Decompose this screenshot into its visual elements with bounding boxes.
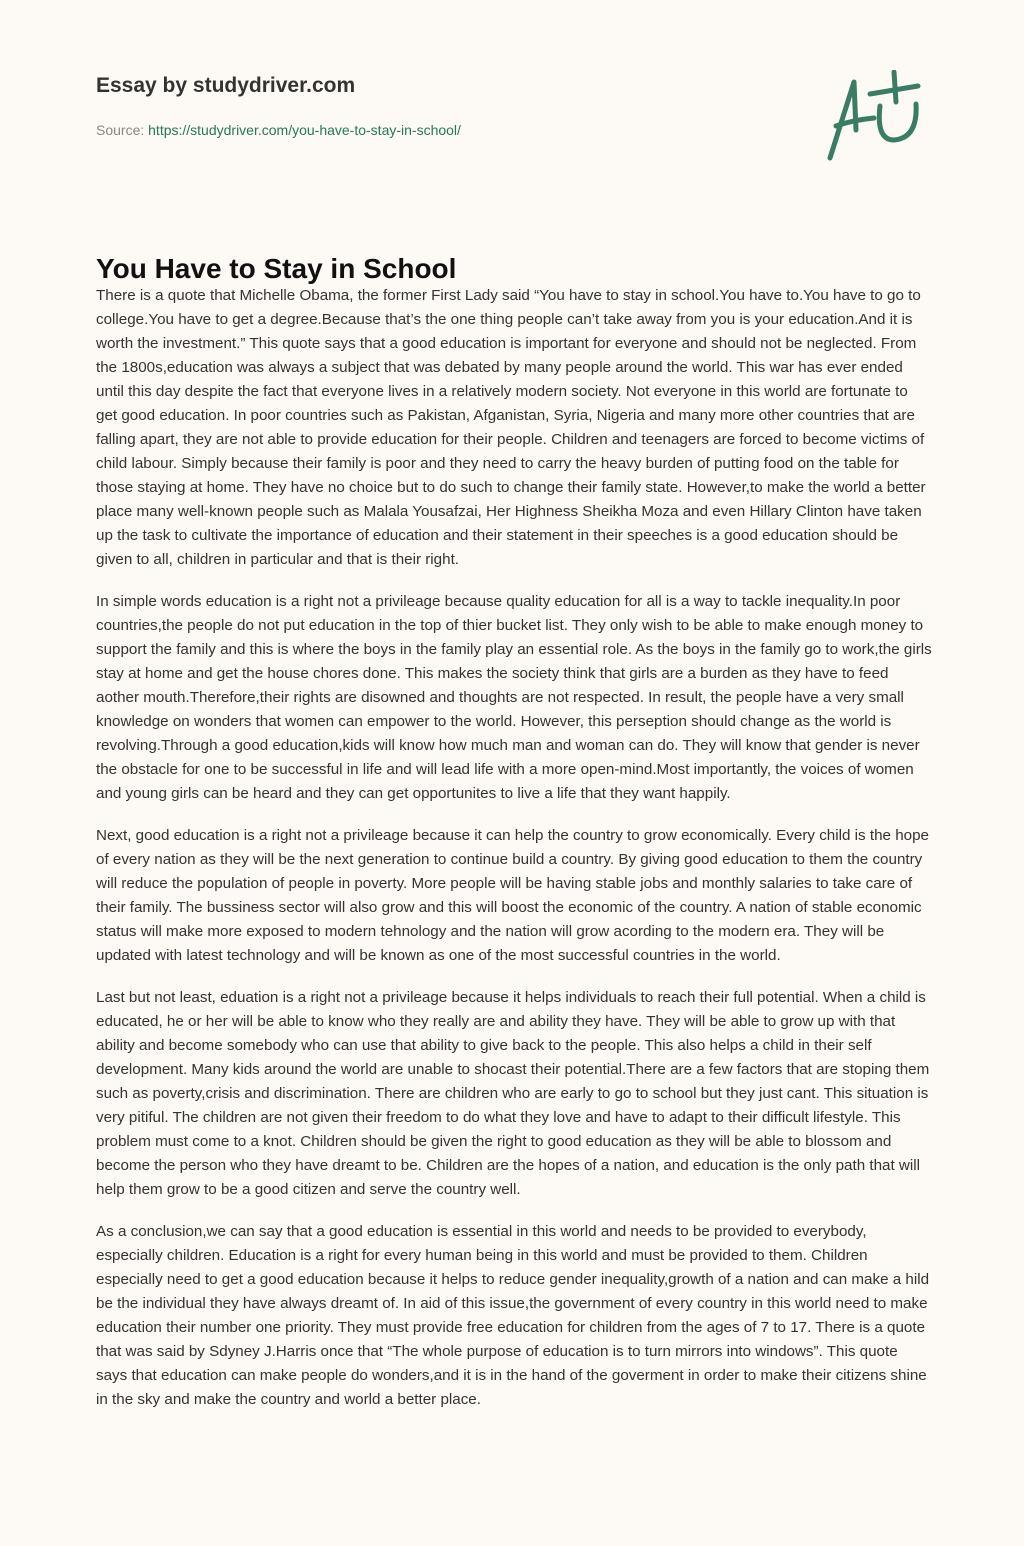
essay-title: You Have to Stay in School <box>96 253 457 284</box>
essay-body <box>96 284 932 1430</box>
essay-paragraph: Last but not least, eduation is a right not a privileage because it helps individuals to reach their full potential. When a child is educated, he or her will be able to know who they really are and ability they have. They will be able to grow up with that ability and become somebody who can use that ability to give back to the people. This also helps a child in their self development. Many kids around the world are unable to shocast their potential.There are a few factors that are stoping them such as poverty,crisis and discrimination. There are children who are early to go to school but they just cant. This situation is very pitiful. The children are not given their freedom to do what they love and have to adapt to their difficult lifestyle. This problem must come to a knot. Children should be given the right to good education as they will be able to blossom and become the person who they have dreamt to be. Children are the hopes of a nation, and education is the only path that will help them grow to be a good citizen and serve the country well. <box>96 989 930 1198</box>
a-plus-logo-icon <box>818 70 928 166</box>
essay-paragraph: As a conclusion,we can say that a good education is essential in this world and needs to be provided to everybody, especially children. Education is a right for every human being in this world and must be provided to them. Children especially need to get a good education because it helps to reduce gender inequality,growth of a nation and can make a hild be the individual they have always dreamt of. In aid of this issue,the government of every country in this world need to make education their number one priority. They must provide free education for children from the ages of 7 to 17. There is a quote that was said by Sdyney J.Harris once that “The whole purpose of education is to turn mirrors into windows”. This quote says that education can make people do wonders,and it is in the hand of the goverment in order to make their citizens shine in the sky and make the country and world a better place. <box>96 1223 930 1408</box>
source-label: Source: <box>96 122 145 138</box>
site-title: Essay by studydriver.com <box>96 74 356 97</box>
essay-paragraph: In simple words education is a right not a privileage because quality education for all is a way to tackle inequality.In poor countries,the people do not put education in the top of thier bucket list. They only wish to be able to make enough money to support the family and this is where the boys in the family play an essential role. As the boys in the family go to work,the girls stay at home and get the house chores done. This makes the society think that girls are a burden as they have to feed aother mouth.Therefore,their rights are disowned and thoughts are not respected. In result, the people have a very small knowledge on wonders that women can empower to the world. However, this perseption should change as the world is revolving.Through a good education,kids will know how much man and woman can do. They will know that gender is never the obstacle for one to be successful in life and will lead life with a more open-mind.Most importantly, the voices of women and young girls can be heard and they can get opportunites to live a life that they want happily. <box>96 593 932 802</box>
essay-paragraph: Next, good education is a right not a privileage because it can help the country to grow economically. Every child is the hope of every nation as they will be the next generation to continue build a country. By giving good education to them the country will reduce the population of people in poverty. More people will be having stable jobs and monthly salaries to take care of their family. The bussiness sector will also grow and this will boost the economic of the country. A nation of stable economic status will make more exposed to modern tehnology and the nation will grow acording to the modern era. They will be updated with latest technology and will be known as one of the most successful countries in the world. <box>96 827 929 964</box>
essay-paragraph: There is a quote that Michelle Obama, the former First Lady said “You have to stay in school.You have to.You have to go to college.You have to get a degree.Because that’s the one thing people can’t take away from you is your education.And it is worth the investment.” This quote says that a good education is important for everyone and should not be neglected. From the 1800s,education was always a subject that was debated by many people around the world. This war has ever ended until this day despite the fact that everyone lives in a relatively modern society. Not everyone in this world are fortunate to get good education. In poor countries such as Pakistan, Afganistan, Syria, Nigeria and many more other countries that are falling apart, they are not able to provide education for their people. Children and teenagers are forced to become victims of child labour. Simply because their family is poor and they need to carry the heavy burden of putting food on the table for those staying at home. They have no choice but to do such to change their family state. However,to make the world a better place many well-known people such as Malala Yousafzai, Her Highness Sheikha Moza and even Hillary Clinton have taken up the task to cultivate the importance of education and their statement in their speeches is a good education should be given to all, children in particular and that is their right. <box>96 287 926 568</box>
source-line <box>96 122 461 138</box>
source-link[interactable]: https://studydriver.com/you-have-to-stay-in-school/ <box>148 122 461 138</box>
